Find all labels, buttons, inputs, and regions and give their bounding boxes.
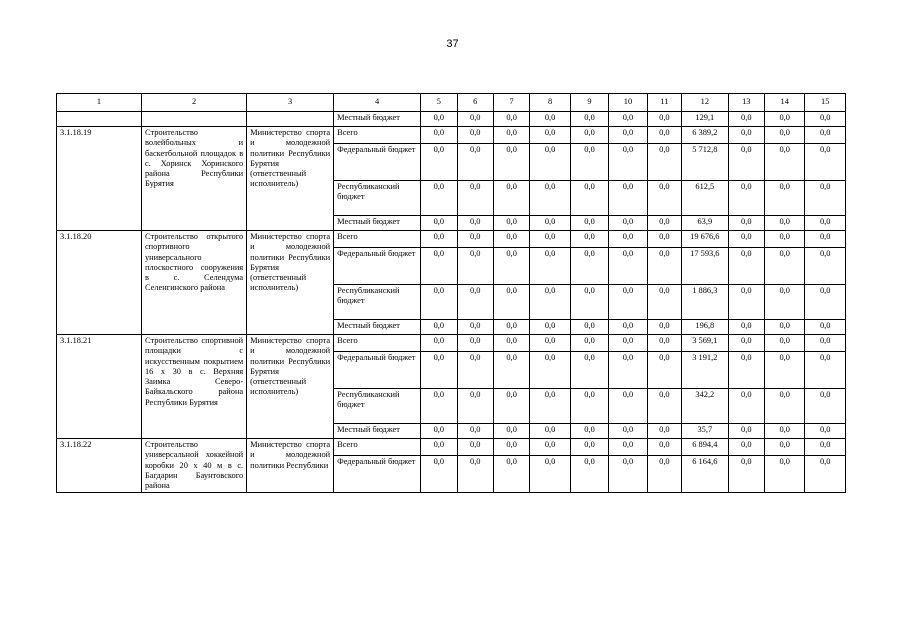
value-cell: 0,0 bbox=[805, 231, 846, 248]
value-cell: 0,0 bbox=[493, 320, 529, 335]
value-cell: 0,0 bbox=[609, 335, 647, 352]
value-cell: 0,0 bbox=[805, 216, 846, 231]
value-cell: 0,0 bbox=[764, 112, 804, 127]
value-cell: 0,0 bbox=[530, 335, 570, 352]
value-cell: 0,0 bbox=[609, 216, 647, 231]
funding-source-cell: Федеральный бюджет bbox=[334, 248, 421, 285]
value-cell: 0,0 bbox=[530, 144, 570, 181]
value-cell: 0,0 bbox=[647, 181, 681, 216]
value-cell: 0,0 bbox=[609, 112, 647, 127]
value-cell: 0,0 bbox=[421, 456, 457, 493]
column-header: 11 bbox=[647, 94, 681, 112]
value-cell: 0,0 bbox=[493, 439, 529, 456]
value-cell: 0,0 bbox=[457, 285, 493, 320]
funding-source-cell: Всего bbox=[334, 335, 421, 352]
column-header: 9 bbox=[570, 94, 608, 112]
value-cell: 0,0 bbox=[805, 439, 846, 456]
value-cell: 0,0 bbox=[457, 456, 493, 493]
value-cell: 0,0 bbox=[530, 424, 570, 439]
value-cell: 0,0 bbox=[805, 112, 846, 127]
value-cell: 0,0 bbox=[421, 127, 457, 144]
value-cell: 0,0 bbox=[457, 424, 493, 439]
value-cell: 0,0 bbox=[421, 285, 457, 320]
value-cell: 0,0 bbox=[457, 216, 493, 231]
value-cell: 0,0 bbox=[805, 320, 846, 335]
value-cell: 0,0 bbox=[493, 335, 529, 352]
value-cell: 0,0 bbox=[647, 144, 681, 181]
value-cell: 0,0 bbox=[647, 216, 681, 231]
value-cell: 6 894,4 bbox=[682, 439, 729, 456]
value-cell: 3 569,1 bbox=[682, 335, 729, 352]
value-cell: 0,0 bbox=[647, 352, 681, 389]
value-cell: 0,0 bbox=[493, 181, 529, 216]
funding-source-cell: Местный бюджет bbox=[334, 320, 421, 335]
value-cell: 0,0 bbox=[421, 216, 457, 231]
value-cell: 0,0 bbox=[530, 112, 570, 127]
value-cell: 0,0 bbox=[493, 127, 529, 144]
value-cell: 0,0 bbox=[530, 127, 570, 144]
project-name: Строительство открытого спортивного универсального плоскостного сооружения в с. Селендума Селенгинского района bbox=[141, 231, 246, 335]
value-cell: 0,0 bbox=[457, 231, 493, 248]
project-name: Строительство волейбольных и баскетбольной площадок в с. Хоринск Хоринского района Республики Бурятия bbox=[141, 127, 246, 231]
value-cell: 0,0 bbox=[764, 216, 804, 231]
value-cell: 0,0 bbox=[609, 285, 647, 320]
funding-source-cell: Всего bbox=[334, 127, 421, 144]
value-cell: 19 676,6 bbox=[682, 231, 729, 248]
value-cell: 0,0 bbox=[647, 389, 681, 424]
value-cell: 0,0 bbox=[570, 181, 608, 216]
value-cell: 0,0 bbox=[764, 285, 804, 320]
value-cell: 0,0 bbox=[728, 231, 764, 248]
project-name: Строительство спортивной площадки с искусственным покрытием 16 х 30 в с. Верхняя Заимка Северо-Байкальского района Республики Бурятия bbox=[141, 335, 246, 439]
value-cell: 0,0 bbox=[728, 320, 764, 335]
funding-source-cell: Местный бюджет bbox=[334, 112, 421, 127]
value-cell: 0,0 bbox=[493, 144, 529, 181]
value-cell: 0,0 bbox=[530, 389, 570, 424]
value-cell: 0,0 bbox=[609, 439, 647, 456]
value-cell: 0,0 bbox=[728, 127, 764, 144]
value-cell: 0,0 bbox=[609, 144, 647, 181]
page-number: 37 bbox=[446, 38, 459, 50]
value-cell: 0,0 bbox=[570, 231, 608, 248]
value-cell: 0,0 bbox=[764, 181, 804, 216]
column-header: 10 bbox=[609, 94, 647, 112]
column-header: 15 bbox=[805, 94, 846, 112]
value-cell: 0,0 bbox=[530, 231, 570, 248]
value-cell: 0,0 bbox=[530, 352, 570, 389]
value-cell: 0,0 bbox=[493, 216, 529, 231]
value-cell: 0,0 bbox=[805, 424, 846, 439]
column-header: 5 bbox=[421, 94, 457, 112]
value-cell: 0,0 bbox=[805, 456, 846, 493]
value-cell: 0,0 bbox=[609, 127, 647, 144]
value-cell: 0,0 bbox=[805, 181, 846, 216]
value-cell: 0,0 bbox=[457, 352, 493, 389]
project-row bbox=[57, 231, 846, 248]
value-cell: 0,0 bbox=[421, 144, 457, 181]
value-cell: 0,0 bbox=[728, 389, 764, 424]
value-cell: 0,0 bbox=[647, 248, 681, 285]
value-cell: 0,0 bbox=[457, 144, 493, 181]
project-row bbox=[57, 127, 846, 144]
value-cell: 0,0 bbox=[764, 439, 804, 456]
value-cell: 0,0 bbox=[728, 424, 764, 439]
value-cell: 0,0 bbox=[570, 424, 608, 439]
project-executor: Министерство спорта и молодежной политики Республики bbox=[247, 439, 334, 493]
funding-source-cell: Федеральный бюджет bbox=[334, 456, 421, 493]
value-cell: 0,0 bbox=[457, 248, 493, 285]
value-cell: 0,0 bbox=[764, 231, 804, 248]
value-cell: 0,0 bbox=[421, 320, 457, 335]
value-cell: 0,0 bbox=[493, 456, 529, 493]
value-cell: 0,0 bbox=[570, 335, 608, 352]
column-header: 1 bbox=[57, 94, 142, 112]
funding-source-cell: Республиканский бюджет bbox=[334, 389, 421, 424]
value-cell: 0,0 bbox=[493, 112, 529, 127]
value-cell: 0,0 bbox=[421, 424, 457, 439]
value-cell: 0,0 bbox=[764, 456, 804, 493]
value-cell: 612,5 bbox=[682, 181, 729, 216]
value-cell: 0,0 bbox=[421, 181, 457, 216]
value-cell: 0,0 bbox=[493, 389, 529, 424]
value-cell: 0,0 bbox=[647, 127, 681, 144]
funding-source-cell: Местный бюджет bbox=[334, 424, 421, 439]
value-cell: 0,0 bbox=[530, 285, 570, 320]
value-cell: 0,0 bbox=[530, 439, 570, 456]
funding-source-cell: Федеральный бюджет bbox=[334, 144, 421, 181]
project-executor: Министерство спорта и молодежной политики Республики Бурятия (ответственный исполнитель) bbox=[247, 127, 334, 231]
value-cell: 0,0 bbox=[764, 127, 804, 144]
value-cell: 0,0 bbox=[805, 352, 846, 389]
project-executor: Министерство спорта и молодежной политики Республики Бурятия (ответственный исполнитель) bbox=[247, 335, 334, 439]
value-cell: 0,0 bbox=[421, 389, 457, 424]
value-cell: 0,0 bbox=[457, 335, 493, 352]
value-cell: 0,0 bbox=[570, 456, 608, 493]
value-cell: 0,0 bbox=[609, 320, 647, 335]
value-cell: 0,0 bbox=[728, 216, 764, 231]
value-cell: 3 191,2 bbox=[682, 352, 729, 389]
value-cell: 0,0 bbox=[764, 248, 804, 285]
value-cell: 0,0 bbox=[457, 389, 493, 424]
value-cell: 0,0 bbox=[421, 439, 457, 456]
value-cell: 0,0 bbox=[493, 352, 529, 389]
value-cell: 0,0 bbox=[647, 424, 681, 439]
value-cell: 0,0 bbox=[421, 335, 457, 352]
value-cell: 0,0 bbox=[570, 248, 608, 285]
empty-cell bbox=[247, 112, 334, 127]
value-cell: 1 886,3 bbox=[682, 285, 729, 320]
project-code: 3.1.18.22 bbox=[57, 439, 142, 493]
value-cell: 0,0 bbox=[728, 335, 764, 352]
column-header: 2 bbox=[141, 94, 246, 112]
value-cell: 0,0 bbox=[530, 181, 570, 216]
value-cell: 0,0 bbox=[493, 248, 529, 285]
header-row bbox=[57, 94, 846, 112]
value-cell: 0,0 bbox=[805, 285, 846, 320]
value-cell: 0,0 bbox=[457, 181, 493, 216]
value-cell: 0,0 bbox=[570, 285, 608, 320]
column-header: 6 bbox=[457, 94, 493, 112]
value-cell: 0,0 bbox=[570, 127, 608, 144]
value-cell: 0,0 bbox=[570, 320, 608, 335]
value-cell: 0,0 bbox=[764, 320, 804, 335]
value-cell: 0,0 bbox=[728, 439, 764, 456]
value-cell: 0,0 bbox=[805, 248, 846, 285]
value-cell: 0,0 bbox=[609, 352, 647, 389]
column-header: 3 bbox=[247, 94, 334, 112]
continuation-row bbox=[57, 112, 846, 127]
empty-cell bbox=[57, 112, 142, 127]
value-cell: 0,0 bbox=[570, 144, 608, 181]
value-cell: 0,0 bbox=[530, 320, 570, 335]
project-code: 3.1.18.20 bbox=[57, 231, 142, 335]
project-code: 3.1.18.19 bbox=[57, 127, 142, 231]
value-cell: 0,0 bbox=[764, 144, 804, 181]
value-cell: 0,0 bbox=[728, 248, 764, 285]
column-header: 14 bbox=[764, 94, 804, 112]
value-cell: 0,0 bbox=[609, 424, 647, 439]
funding-source-cell: Республиканский бюджет bbox=[334, 285, 421, 320]
value-cell: 0,0 bbox=[647, 320, 681, 335]
value-cell: 0,0 bbox=[728, 144, 764, 181]
value-cell: 0,0 bbox=[457, 320, 493, 335]
value-cell: 0,0 bbox=[805, 335, 846, 352]
value-cell: 0,0 bbox=[570, 112, 608, 127]
value-cell: 0,0 bbox=[570, 389, 608, 424]
project-executor: Министерство спорта и молодежной политики Республики Бурятия (ответственный исполнитель) bbox=[247, 231, 334, 335]
value-cell: 0,0 bbox=[647, 285, 681, 320]
value-cell: 0,0 bbox=[457, 127, 493, 144]
column-header: 13 bbox=[728, 94, 764, 112]
value-cell: 196,8 bbox=[682, 320, 729, 335]
value-cell: 6 389,2 bbox=[682, 127, 729, 144]
value-cell: 0,0 bbox=[728, 285, 764, 320]
value-cell: 0,0 bbox=[805, 144, 846, 181]
value-cell: 0,0 bbox=[493, 285, 529, 320]
value-cell: 0,0 bbox=[728, 352, 764, 389]
value-cell: 5 712,8 bbox=[682, 144, 729, 181]
value-cell: 0,0 bbox=[609, 181, 647, 216]
column-header: 12 bbox=[682, 94, 729, 112]
value-cell: 0,0 bbox=[457, 112, 493, 127]
value-cell: 129,1 bbox=[682, 112, 729, 127]
budget-table bbox=[56, 93, 846, 493]
value-cell: 0,0 bbox=[570, 352, 608, 389]
value-cell: 0,0 bbox=[570, 216, 608, 231]
value-cell: 0,0 bbox=[764, 352, 804, 389]
value-cell: 0,0 bbox=[647, 335, 681, 352]
value-cell: 0,0 bbox=[530, 456, 570, 493]
project-name: Строительство универсальной хоккейной коробки 20 х 40 м в с. Багдарин Баунтовского района bbox=[141, 439, 246, 493]
value-cell: 63,9 bbox=[682, 216, 729, 231]
value-cell: 0,0 bbox=[609, 456, 647, 493]
value-cell: 35,7 bbox=[682, 424, 729, 439]
value-cell: 0,0 bbox=[421, 231, 457, 248]
funding-source-cell: Федеральный бюджет bbox=[334, 352, 421, 389]
value-cell: 0,0 bbox=[421, 112, 457, 127]
column-header: 8 bbox=[530, 94, 570, 112]
funding-source-cell: Республиканский бюджет bbox=[334, 181, 421, 216]
project-code: 3.1.18.21 bbox=[57, 335, 142, 439]
value-cell: 0,0 bbox=[728, 112, 764, 127]
project-row bbox=[57, 439, 846, 456]
value-cell: 0,0 bbox=[609, 389, 647, 424]
value-cell: 0,0 bbox=[647, 112, 681, 127]
value-cell: 0,0 bbox=[764, 335, 804, 352]
value-cell: 0,0 bbox=[647, 231, 681, 248]
value-cell: 0,0 bbox=[530, 248, 570, 285]
value-cell: 0,0 bbox=[764, 389, 804, 424]
empty-cell bbox=[141, 112, 246, 127]
value-cell: 0,0 bbox=[609, 231, 647, 248]
value-cell: 0,0 bbox=[493, 231, 529, 248]
value-cell: 17 593,6 bbox=[682, 248, 729, 285]
value-cell: 0,0 bbox=[421, 248, 457, 285]
value-cell: 0,0 bbox=[728, 181, 764, 216]
value-cell: 0,0 bbox=[457, 439, 493, 456]
value-cell: 0,0 bbox=[805, 127, 846, 144]
value-cell: 0,0 bbox=[530, 216, 570, 231]
value-cell: 6 164,6 bbox=[682, 456, 729, 493]
funding-source-cell: Всего bbox=[334, 231, 421, 248]
value-cell: 0,0 bbox=[570, 439, 608, 456]
value-cell: 0,0 bbox=[493, 424, 529, 439]
value-cell: 0,0 bbox=[647, 456, 681, 493]
funding-source-cell: Всего bbox=[334, 439, 421, 456]
project-row bbox=[57, 335, 846, 352]
value-cell: 0,0 bbox=[609, 248, 647, 285]
value-cell: 0,0 bbox=[647, 439, 681, 456]
column-header: 4 bbox=[334, 94, 421, 112]
value-cell: 0,0 bbox=[728, 456, 764, 493]
value-cell: 0,0 bbox=[764, 424, 804, 439]
value-cell: 0,0 bbox=[805, 389, 846, 424]
value-cell: 342,2 bbox=[682, 389, 729, 424]
column-header: 7 bbox=[493, 94, 529, 112]
funding-source-cell: Местный бюджет bbox=[334, 216, 421, 231]
value-cell: 0,0 bbox=[421, 352, 457, 389]
